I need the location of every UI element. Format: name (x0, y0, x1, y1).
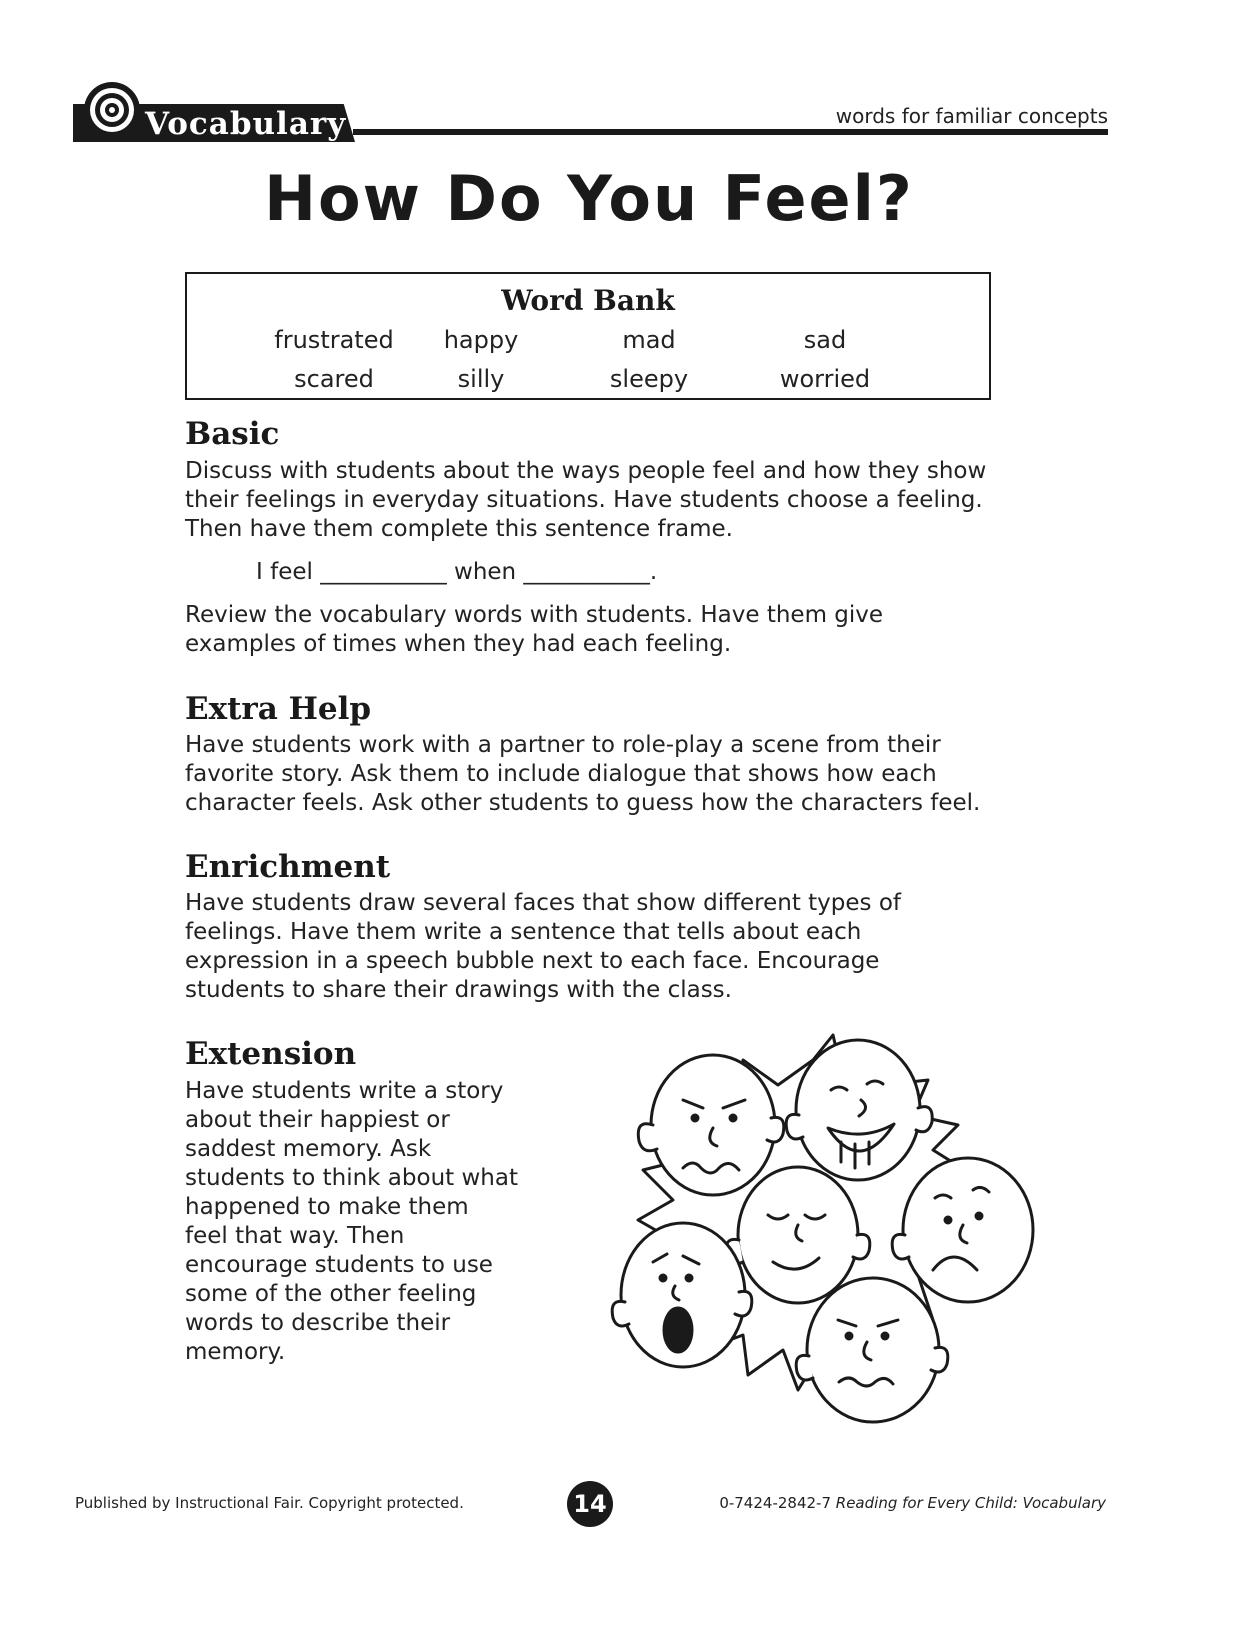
page-title: How Do You Feel? (264, 162, 914, 235)
page-number: 14 (567, 1481, 613, 1527)
text-line: about their happiest or (185, 1107, 450, 1133)
text-line: memory. (185, 1339, 286, 1365)
footer-book-info (719, 1494, 1106, 1512)
footer-book-title: Reading for Every Child: Vocabulary (835, 1494, 1106, 1512)
word-bank-word: mad (622, 326, 676, 354)
text-line: Review the vocabulary words with students. Have them give (185, 602, 884, 628)
text-line: saddest memory. Ask (185, 1136, 432, 1162)
word-bank-word: happy (443, 326, 519, 354)
text-line: feelings. Have them write a sentence that tells about each (185, 919, 862, 945)
word-bank-word: silly (457, 365, 505, 393)
text-line: expression in a speech bubble next to each face. Encourage (185, 948, 880, 974)
word-bank-word: scared (294, 365, 374, 393)
word-bank-word: frustrated (274, 326, 394, 354)
footer-isbn: 0-7424-2842-7 (719, 1494, 831, 1512)
header-rule (353, 129, 1108, 135)
text-line: Have students write a story (185, 1078, 504, 1104)
badge-label: Vocabulary (145, 106, 347, 142)
feeling-faces-illustration (583, 1030, 1043, 1450)
word-bank-word: sleepy (609, 365, 689, 393)
section-text-basic (185, 457, 986, 544)
text-line: some of the other feeling (185, 1281, 477, 1307)
section-text-extension (185, 1077, 518, 1367)
text-line: Discuss with students about the ways people feel and how they show (185, 458, 987, 484)
text-line: happened to make them (185, 1194, 469, 1220)
section-text-basic-review (185, 601, 883, 659)
section-heading-extra-help: Extra Help (185, 691, 372, 727)
word-bank (185, 272, 991, 400)
text-line: character feels. Ask other students to guess how the characters feel. (185, 790, 981, 816)
text-line: encourage students to use (185, 1252, 493, 1278)
section-text-enrichment (185, 889, 901, 1005)
header-subtitle: words for familiar concepts (835, 104, 1108, 128)
text-line: Have students draw several faces that show different types of (185, 890, 901, 916)
section-heading-extension: Extension (185, 1036, 357, 1072)
text-line: feel that way. Then (185, 1223, 405, 1249)
text-line: students to think about what (185, 1165, 518, 1191)
section-text-extra-help (185, 731, 980, 818)
text-line: favorite story. Ask them to include dialogue that shows how each (185, 761, 937, 787)
section-heading-enrichment: Enrichment (185, 849, 391, 885)
sentence-frame: I feel ___________ when ___________. (256, 559, 658, 585)
word-bank-word: worried (779, 365, 871, 393)
text-line: examples of times when they had each feeling. (185, 631, 732, 657)
word-bank-word: sad (803, 326, 847, 354)
text-line: Have students work with a partner to role-play a scene from their (185, 732, 941, 758)
page-header (73, 78, 1108, 142)
footer-copyright: Published by Instructional Fair. Copyright protected. (75, 1494, 464, 1512)
text-line: Then have them complete this sentence frame. (185, 516, 733, 542)
spiral-icon (81, 78, 143, 140)
word-bank-title: Word Bank (501, 284, 675, 317)
section-heading-basic: Basic (185, 416, 280, 452)
text-line: words to describe their (185, 1310, 451, 1336)
text-line: students to share their drawings with the class. (185, 977, 732, 1003)
text-line: their feelings in everyday situations. Have students choose a feeling. (185, 487, 983, 513)
